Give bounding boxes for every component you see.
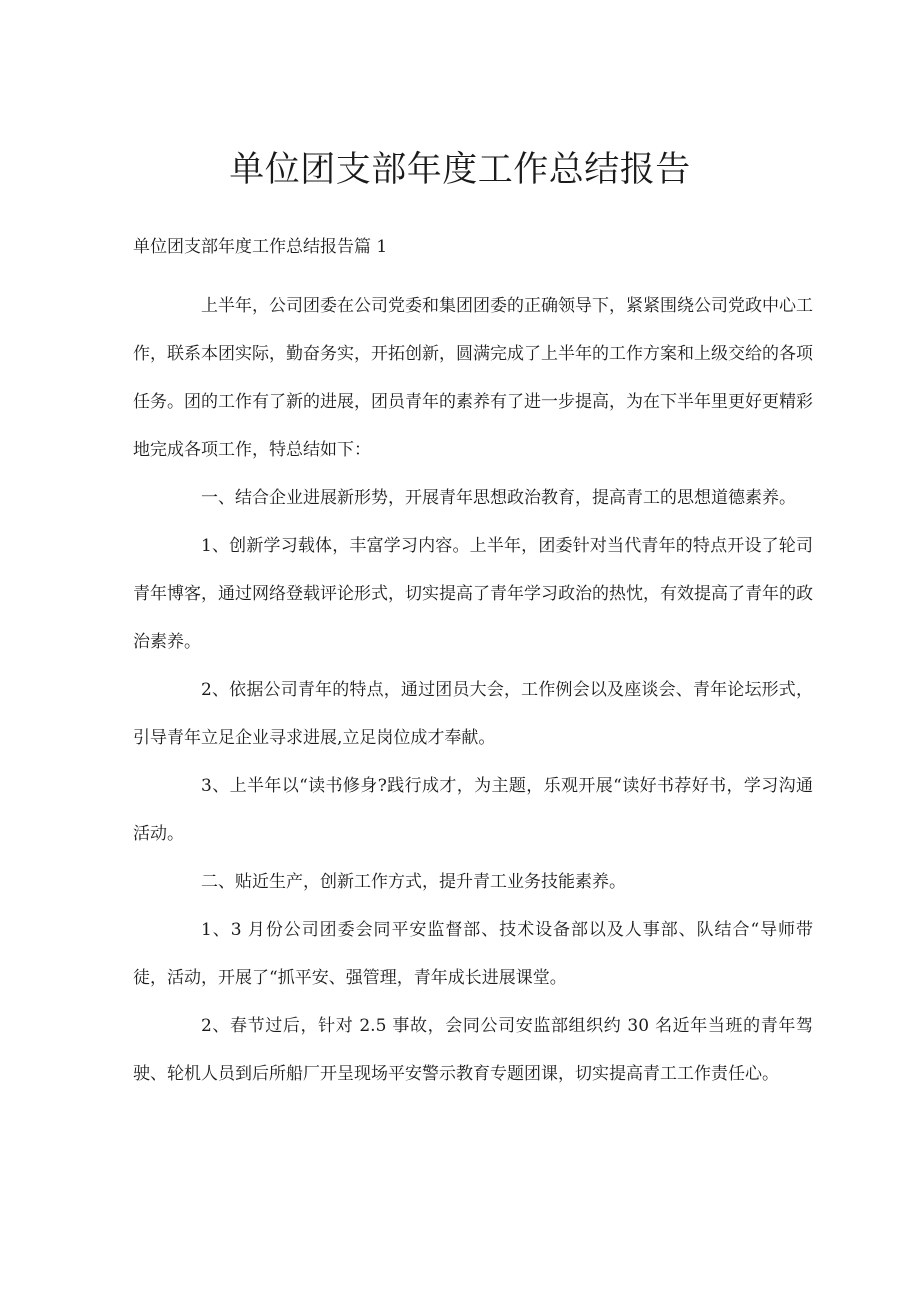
document-title: 单位团支部年度工作总结报告 — [229, 150, 691, 190]
paragraph-section-2-item-2: 2、春节过后，针对 2.5 事故，会同公司安监部组织约 30 名近年当班的青年驾驶、轮机人员到后所船厂开呈现场平安警示教育专题团课，切实提高青工工作责任心。 — [133, 1016, 813, 1084]
paragraph-intro: 上半年，公司团委在公司党委和集团团委的正确领导下，紧紧围绕公司党政中心工作，联系本团实际，勤奋务实，开拓创新，圆满完成了上半年的工作方案和上级交给的各项任务。团的工作有了新的进展，团员青年的素养有了进一步提高，为在下半年里更好更精彩地完成各项工作，特总结如下： — [133, 296, 813, 460]
paragraph-section-1-item-1: 1、创新学习载体，丰富学习内容。上半年，团委针对当代青年的特点开设了轮司青年博客，通过网络登载评论形式，切实提高了青年学习政治的热忱，有效提高了青年的政治素养。 — [133, 536, 813, 652]
paragraph-section-2-heading: 二、贴近生产，创新工作方式，提升青工业务技能素养。 — [201, 872, 626, 892]
document-body — [133, 282, 813, 1098]
paragraph-section-1-item-3: 3、上半年以“读书修身?践行成才，为主题，乐观开展“读好书荐好书，学习沟通活动。 — [133, 776, 813, 844]
document-subtitle: 单位团支部年度工作总结报告篇 1 — [133, 237, 388, 257]
paragraph-section-1-item-2: 2、依据公司青年的特点，通过团员大会，工作例会以及座谈会、青年论坛形式，引导青年立足企业寻求进展,立足岗位成才奉献。 — [133, 680, 813, 748]
paragraph-section-1-heading: 一、结合企业进展新形势，开展青年思想政治教育，提高青工的思想道德素养。 — [201, 488, 796, 508]
paragraph-section-2-item-1: 1、3 月份公司团委会同平安监督部、技术设备部以及人事部、队结合“导师带徒，活动，开展了“抓平安、强管理，青年成长进展课堂。 — [133, 920, 813, 988]
